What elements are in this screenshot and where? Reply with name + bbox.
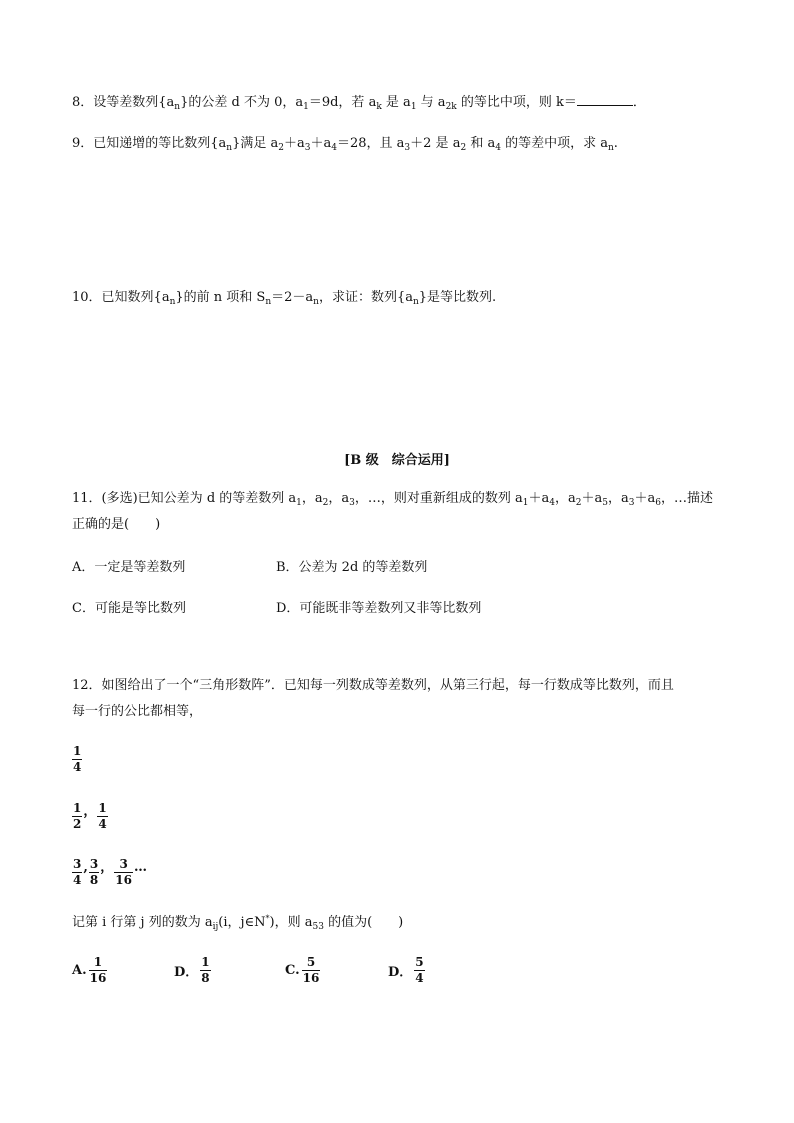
fraction: $\frac{1}{16}$	[89, 955, 107, 985]
option-b[interactable]: B．公差为 2d 的等差数列	[276, 560, 428, 575]
triangle-row-3: $\frac{3}{4}$ , $\frac{3}{8}$ ， $\frac{3}{16}$ …	[73, 857, 147, 887]
fraction: $\frac{1}{8}$	[201, 955, 210, 985]
question-9: 9．已知递增的等比数列$\{a_n\}$满足 $a_2+a_3+a_4=28$，且 $a_3+2$ 是 $a_2$ 和 $a_4$ 的等差中项，求 $a_n$.	[72, 136, 618, 153]
fraction: $\frac{3}{16}$	[115, 857, 132, 887]
fraction: $\frac{3}{4}$	[73, 857, 82, 887]
option-a[interactable]: A．一定是等差数列	[72, 560, 186, 575]
answer-option-c[interactable]: C. $\frac{5}{16}$	[285, 955, 320, 985]
fraction: $\frac{1}{2}$	[73, 801, 82, 831]
triangle-row-1	[72, 744, 82, 775]
section-title: [B 级 综合运用]	[344, 453, 450, 468]
question-10: 10．已知数列$\{a_n\}$的前 n 项和 $S_n=2-a_n$，求证：数列$\{a_n\}$是等比数列.	[72, 290, 497, 307]
question-12-line2: 每一行的公比都相等，	[72, 704, 203, 719]
answer-blank[interactable]	[577, 93, 633, 106]
fraction: $\frac{1}{4}$	[73, 744, 82, 774]
answer-option-a[interactable]: A. $\frac{1}{16}$	[72, 955, 107, 985]
answer-option-d2[interactable]: D． $\frac{5}{4}$	[388, 955, 424, 985]
fraction: $\frac{3}{8}$	[89, 857, 99, 887]
question-11: 11．(多选)已知公差为 d 的等差数列 $a_1$，$a_2$，$a_3$，…，则对重新组成的数列 $a_1+a_4$，$a_2+a_5$，$a_3+a_6$，…描述	[72, 491, 714, 508]
question-12: 12．如图给出了一个“三角形数阵”．已知每一列数成等差数列，从第三行起，每一行数成等比数列，而且	[72, 678, 674, 693]
question-8: 8．设等差数列$\{a_n\}$的公差 d 不为 0，$a_1=9d$，若 $a_k$ 是 $a_1$ 与 $a_{2k}$ 的等比中项，则 k＝ ．	[72, 95, 646, 112]
option-c[interactable]: C．可能是等比数列	[72, 601, 186, 616]
triangle-row-2: $\frac{1}{2}$ ， $\frac{1}{4}$	[73, 801, 107, 831]
question-11-line2: 正确的是( )	[72, 517, 161, 532]
option-d[interactable]: D．可能既非等差数列又非等比数列	[276, 601, 482, 616]
question-12-ask: 记第 i 行第 j 列的数为 $a_{ij}(i$，j∈N*)，则 $a_{53}$ 的值为( )	[72, 914, 404, 932]
fraction: $\frac{5}{16}$	[302, 955, 320, 985]
fraction: $\frac{1}{4}$	[98, 801, 107, 831]
answer-option-d1[interactable]: D． $\frac{1}{8}$	[174, 955, 210, 985]
fraction: $\frac{5}{4}$	[415, 955, 424, 985]
